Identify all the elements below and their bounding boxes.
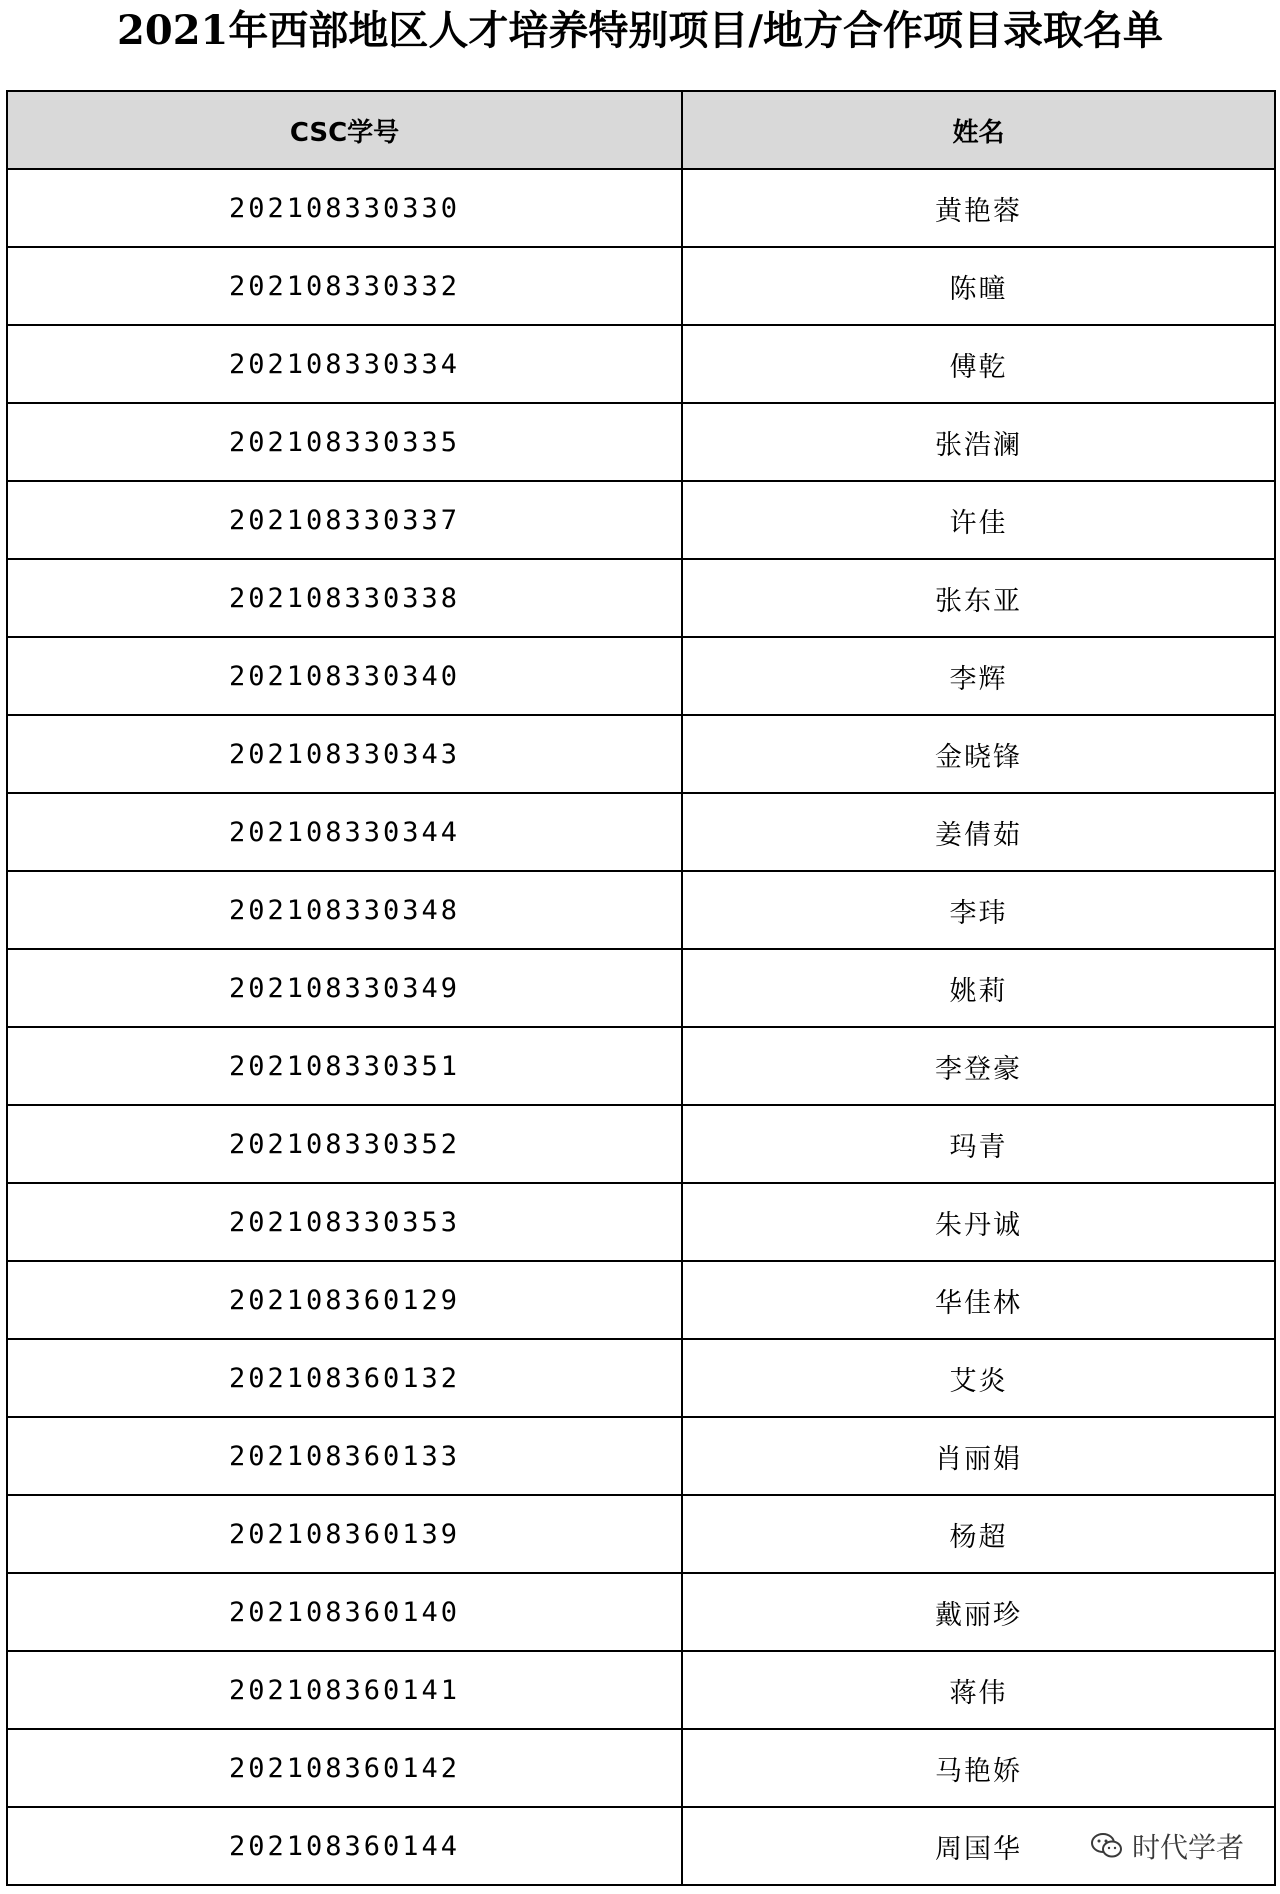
name-cell: 张东亚 xyxy=(682,559,1275,637)
csc-id-cell: 202108360132 xyxy=(7,1339,682,1417)
csc-id-cell: 202108330348 xyxy=(7,871,682,949)
table-row xyxy=(7,1417,1275,1495)
csc-id-cell: 202108360129 xyxy=(7,1261,682,1339)
table-row xyxy=(7,793,1275,871)
name-cell: 朱丹诚 xyxy=(682,1183,1275,1261)
name-cell: 李辉 xyxy=(682,637,1275,715)
csc-id-cell: 202108330330 xyxy=(7,169,682,247)
table-row xyxy=(7,1183,1275,1261)
csc-id-cell: 202108330344 xyxy=(7,793,682,871)
table-row xyxy=(7,403,1275,481)
csc-id-cell: 202108330340 xyxy=(7,637,682,715)
name-cell: 李登豪 xyxy=(682,1027,1275,1105)
table-row xyxy=(7,637,1275,715)
table-row xyxy=(7,1495,1275,1573)
table-row xyxy=(7,1027,1275,1105)
csc-id-cell: 202108330332 xyxy=(7,247,682,325)
name-cell: 金晓锋 xyxy=(682,715,1275,793)
csc-id-cell: 202108330351 xyxy=(7,1027,682,1105)
name-cell: 马艳娇 xyxy=(682,1729,1275,1807)
csc-id-cell: 202108330334 xyxy=(7,325,682,403)
table-row xyxy=(7,169,1275,247)
name-cell: 傅乾 xyxy=(682,325,1275,403)
admission-table xyxy=(6,90,1276,1886)
name-cell: 张浩澜 xyxy=(682,403,1275,481)
name-cell: 肖丽娟 xyxy=(682,1417,1275,1495)
name-cell: 杨超 xyxy=(682,1495,1275,1573)
name-cell: 李玮 xyxy=(682,871,1275,949)
table-row xyxy=(7,871,1275,949)
csc-id-cell: 202108360142 xyxy=(7,1729,682,1807)
wechat-icon xyxy=(1090,1831,1124,1861)
table-row xyxy=(7,1729,1275,1807)
csc-id-cell: 202108330352 xyxy=(7,1105,682,1183)
table-row xyxy=(7,481,1275,559)
csc-id-cell: 202108330337 xyxy=(7,481,682,559)
name-cell: 艾炎 xyxy=(682,1339,1275,1417)
csc-id-cell: 202108360141 xyxy=(7,1651,682,1729)
column-header-csc-id: CSC学号 xyxy=(7,91,682,169)
watermark-text: 时代学者 xyxy=(1131,1831,1244,1864)
name-cell: 周国华 xyxy=(682,1807,1275,1885)
table-row xyxy=(7,715,1275,793)
name-cell: 姜倩茹 xyxy=(682,793,1275,871)
name-cell: 玛青 xyxy=(682,1105,1275,1183)
csc-id-cell: 202108330343 xyxy=(7,715,682,793)
csc-id-cell: 202108360140 xyxy=(7,1573,682,1651)
table-row xyxy=(7,325,1275,403)
csc-id-cell: 202108360139 xyxy=(7,1495,682,1573)
watermark xyxy=(1090,1826,1244,1866)
table-row xyxy=(7,559,1275,637)
page-title: 2021年西部地区人才培养特别项目/地方合作项目录取名单 xyxy=(117,7,1163,54)
name-cell: 黄艳蓉 xyxy=(682,169,1275,247)
table-row xyxy=(7,949,1275,1027)
table-row xyxy=(7,1573,1275,1651)
name-cell: 姚莉 xyxy=(682,949,1275,1027)
table-row xyxy=(7,1807,1275,1885)
csc-id-cell: 202108360144 xyxy=(7,1807,682,1885)
csc-id-cell: 202108330353 xyxy=(7,1183,682,1261)
name-cell: 许佳 xyxy=(682,481,1275,559)
name-cell: 华佳林 xyxy=(682,1261,1275,1339)
table-row xyxy=(7,1651,1275,1729)
table-row xyxy=(7,1339,1275,1417)
table-row xyxy=(7,1105,1275,1183)
csc-id-cell: 202108330349 xyxy=(7,949,682,1027)
name-cell: 蒋伟 xyxy=(682,1651,1275,1729)
table-header-row xyxy=(7,91,1275,169)
table-row xyxy=(7,247,1275,325)
name-cell: 戴丽珍 xyxy=(682,1573,1275,1651)
csc-id-cell: 202108330338 xyxy=(7,559,682,637)
table-body xyxy=(7,169,1275,1885)
csc-id-cell: 202108330335 xyxy=(7,403,682,481)
name-cell: 陈曈 xyxy=(682,247,1275,325)
column-header-name: 姓名 xyxy=(682,91,1275,169)
table-row xyxy=(7,1261,1275,1339)
csc-id-cell: 202108360133 xyxy=(7,1417,682,1495)
